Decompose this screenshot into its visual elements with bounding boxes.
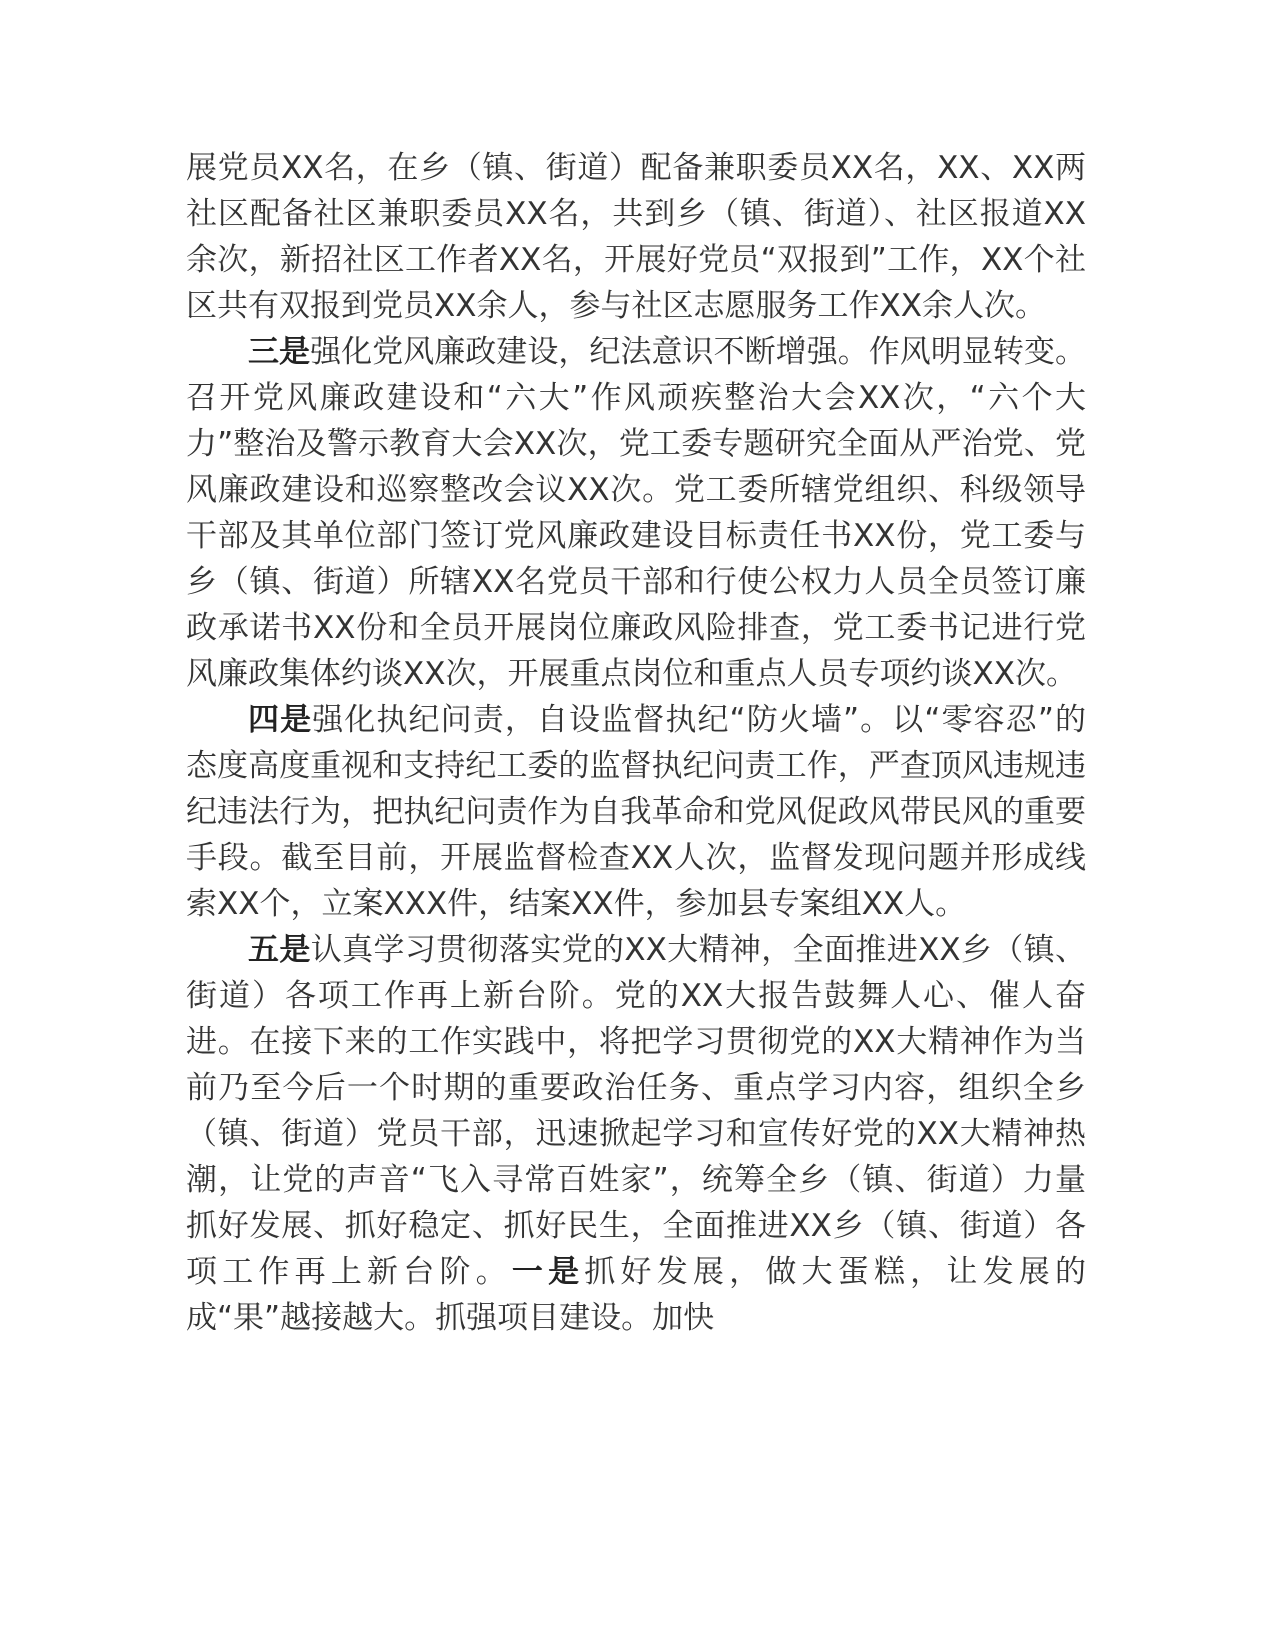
paragraph-three: [186, 329, 1086, 697]
paragraph-continued: [186, 145, 1086, 329]
paragraph-text: 展党员XX名，在乡（镇、街道）配备兼职委员XX名，XX、XX两社区配备社区兼职委员XX名，共到乡（镇、街道）、社区报道XX余次，新招社区工作者XX名，开展好党员“双报到”工作，XX个社区共有双报到党员XX余人，参与社区志愿服务工作XX余人次。: [186, 150, 1086, 324]
paragraph-lead: 三是: [248, 334, 311, 370]
paragraph-text: 强化党风廉政建设，纪法意识不断增强。作风明显转变。召开党风廉政建设和“六大”作风顽疾整治大会XX次，“六个大力”整治及警示教育大会XX次，党工委专题研究全面从严治党、党风廉政建设和巡察整改会议XX次。党工委所辖党组织、科级领导干部及其单位部门签订党风廉政建设目标责任书XX份，党工委与乡（镇、街道）所辖XX名党员干部和行使公权力人员全员签订廉政承诺书XX份和全员开展岗位廉政风险排查，党工委书记进行党风廉政集体约谈XX次，开展重点岗位和重点人员专项约谈XX次。: [186, 334, 1086, 692]
paragraph-lead: 四是: [248, 702, 313, 738]
inline-lead: 一是: [511, 1254, 585, 1290]
paragraph-lead: 五是: [248, 932, 311, 968]
paragraph-text: 认真学习贯彻落实党的XX大精神，全面推进XX乡（镇、街道）各项工作再上新台阶。党的XX大报告鼓舞人心、催人奋进。在接下来的工作实践中，将把学习贯彻党的XX大精神作为当前乃至今后一个时期的重要政治任务、重点学习内容，组织全乡（镇、街道）党员干部，迅速掀起学习和宣传好党的XX大精神热潮，让党的声音“飞入寻常百姓家”，统筹全乡（镇、街道）力量抓好发展、抓好稳定、抓好民生，全面推进XX乡（镇、街道）各项工作再上新台阶。: [186, 932, 1087, 1290]
paragraph-four: [186, 697, 1086, 927]
paragraph-text: 强化执纪问责，自设监督执纪“防火墙”。以“零容忍”的态度高度重视和支持纪工委的监督执纪问责工作，严查顶风违规违纪违法行为，把执纪问责作为自我革命和党风促政风带民风的重要手段。截至目前，开展监督检查XX人次，监督发现问题并形成线索XX个，立案XXX件，结案XX件，参加县专案组XX人。: [186, 702, 1087, 922]
paragraph-tail: 抓好发展，做大蛋糕，让发展的成“果”越接越大。抓强项目建设。加快: [186, 1254, 1087, 1336]
paragraph-five: [186, 927, 1086, 1341]
document-body: [186, 145, 1086, 1341]
